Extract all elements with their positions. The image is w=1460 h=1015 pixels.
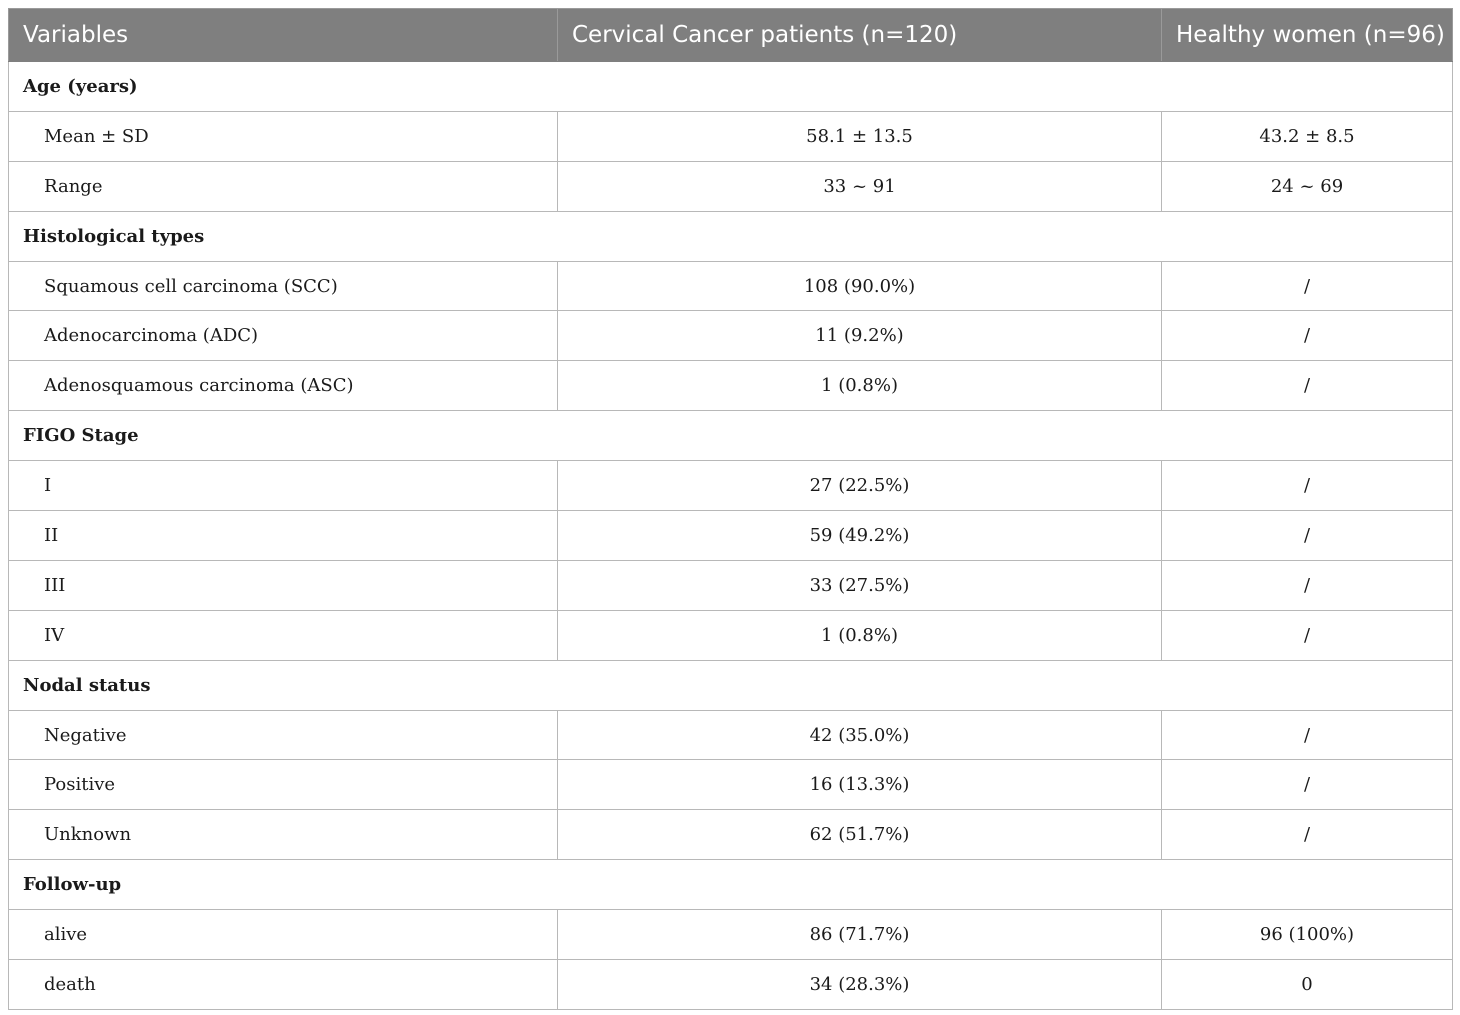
table-row [9,910,1453,960]
header-cervical-cancer-patients: Cervical Cancer patients (n=120) [558,9,1162,62]
table-row [9,511,1453,561]
table-row [9,111,1453,161]
section-row-figo-stage [9,411,1453,461]
section-title: Follow-up [9,860,1453,910]
row-label: IV [9,610,558,660]
section-row-nodal-status [9,660,1453,710]
patients-value: 34 (28.3%) [558,960,1162,1010]
section-row-age [9,62,1453,112]
row-label: Range [9,161,558,211]
row-label: alive [9,910,558,960]
header-healthy-women: Healthy women (n=96) [1162,9,1453,62]
row-label: Mean ± SD [9,111,558,161]
healthy-value: / [1162,511,1453,561]
table-row [9,261,1453,311]
row-label: I [9,461,558,511]
patients-value: 86 (71.7%) [558,910,1162,960]
healthy-value: 43.2 ± 8.5 [1162,111,1453,161]
table-row [9,461,1453,511]
healthy-value: 24 ~ 69 [1162,161,1453,211]
row-label: Negative [9,710,558,760]
section-title: Nodal status [9,660,1453,710]
patients-value: 11 (9.2%) [558,311,1162,361]
patients-value: 42 (35.0%) [558,710,1162,760]
row-label: Positive [9,760,558,810]
healthy-value: / [1162,810,1453,860]
section-row-histological-types [9,211,1453,261]
patients-value: 16 (13.3%) [558,760,1162,810]
table-row [9,560,1453,610]
healthy-value: 96 (100%) [1162,910,1453,960]
section-row-follow-up [9,860,1453,910]
patients-value: 1 (0.8%) [558,610,1162,660]
table-row [9,810,1453,860]
healthy-value: / [1162,710,1453,760]
patients-value: 1 (0.8%) [558,361,1162,411]
patients-value: 33 (27.5%) [558,560,1162,610]
table-row [9,311,1453,361]
header-row [9,9,1453,62]
healthy-value: 0 [1162,960,1453,1010]
section-title: Histological types [9,211,1453,261]
patients-value: 108 (90.0%) [558,261,1162,311]
header-variables: Variables [9,9,558,62]
row-label: Unknown [9,810,558,860]
row-label: death [9,960,558,1010]
table-header [9,9,1453,62]
row-label: Adenocarcinoma (ADC) [9,311,558,361]
section-title: Age (years) [9,62,1453,112]
table-body [9,62,1453,1010]
row-label: Adenosquamous carcinoma (ASC) [9,361,558,411]
healthy-value: / [1162,361,1453,411]
patients-value: 62 (51.7%) [558,810,1162,860]
healthy-value: / [1162,760,1453,810]
healthy-value: / [1162,461,1453,511]
table-row [9,760,1453,810]
healthy-value: / [1162,560,1453,610]
patients-value: 58.1 ± 13.5 [558,111,1162,161]
patients-value: 59 (49.2%) [558,511,1162,561]
row-label: III [9,560,558,610]
healthy-value: / [1162,610,1453,660]
patients-value: 33 ~ 91 [558,161,1162,211]
table-row [9,710,1453,760]
healthy-value: / [1162,261,1453,311]
row-label: II [9,511,558,561]
clinical-characteristics-table [8,8,1453,1010]
row-label: Squamous cell carcinoma (SCC) [9,261,558,311]
patients-value: 27 (22.5%) [558,461,1162,511]
section-title: FIGO Stage [9,411,1453,461]
healthy-value: / [1162,311,1453,361]
table-row [9,610,1453,660]
table-row [9,960,1453,1010]
table-row [9,361,1453,411]
table-row [9,161,1453,211]
